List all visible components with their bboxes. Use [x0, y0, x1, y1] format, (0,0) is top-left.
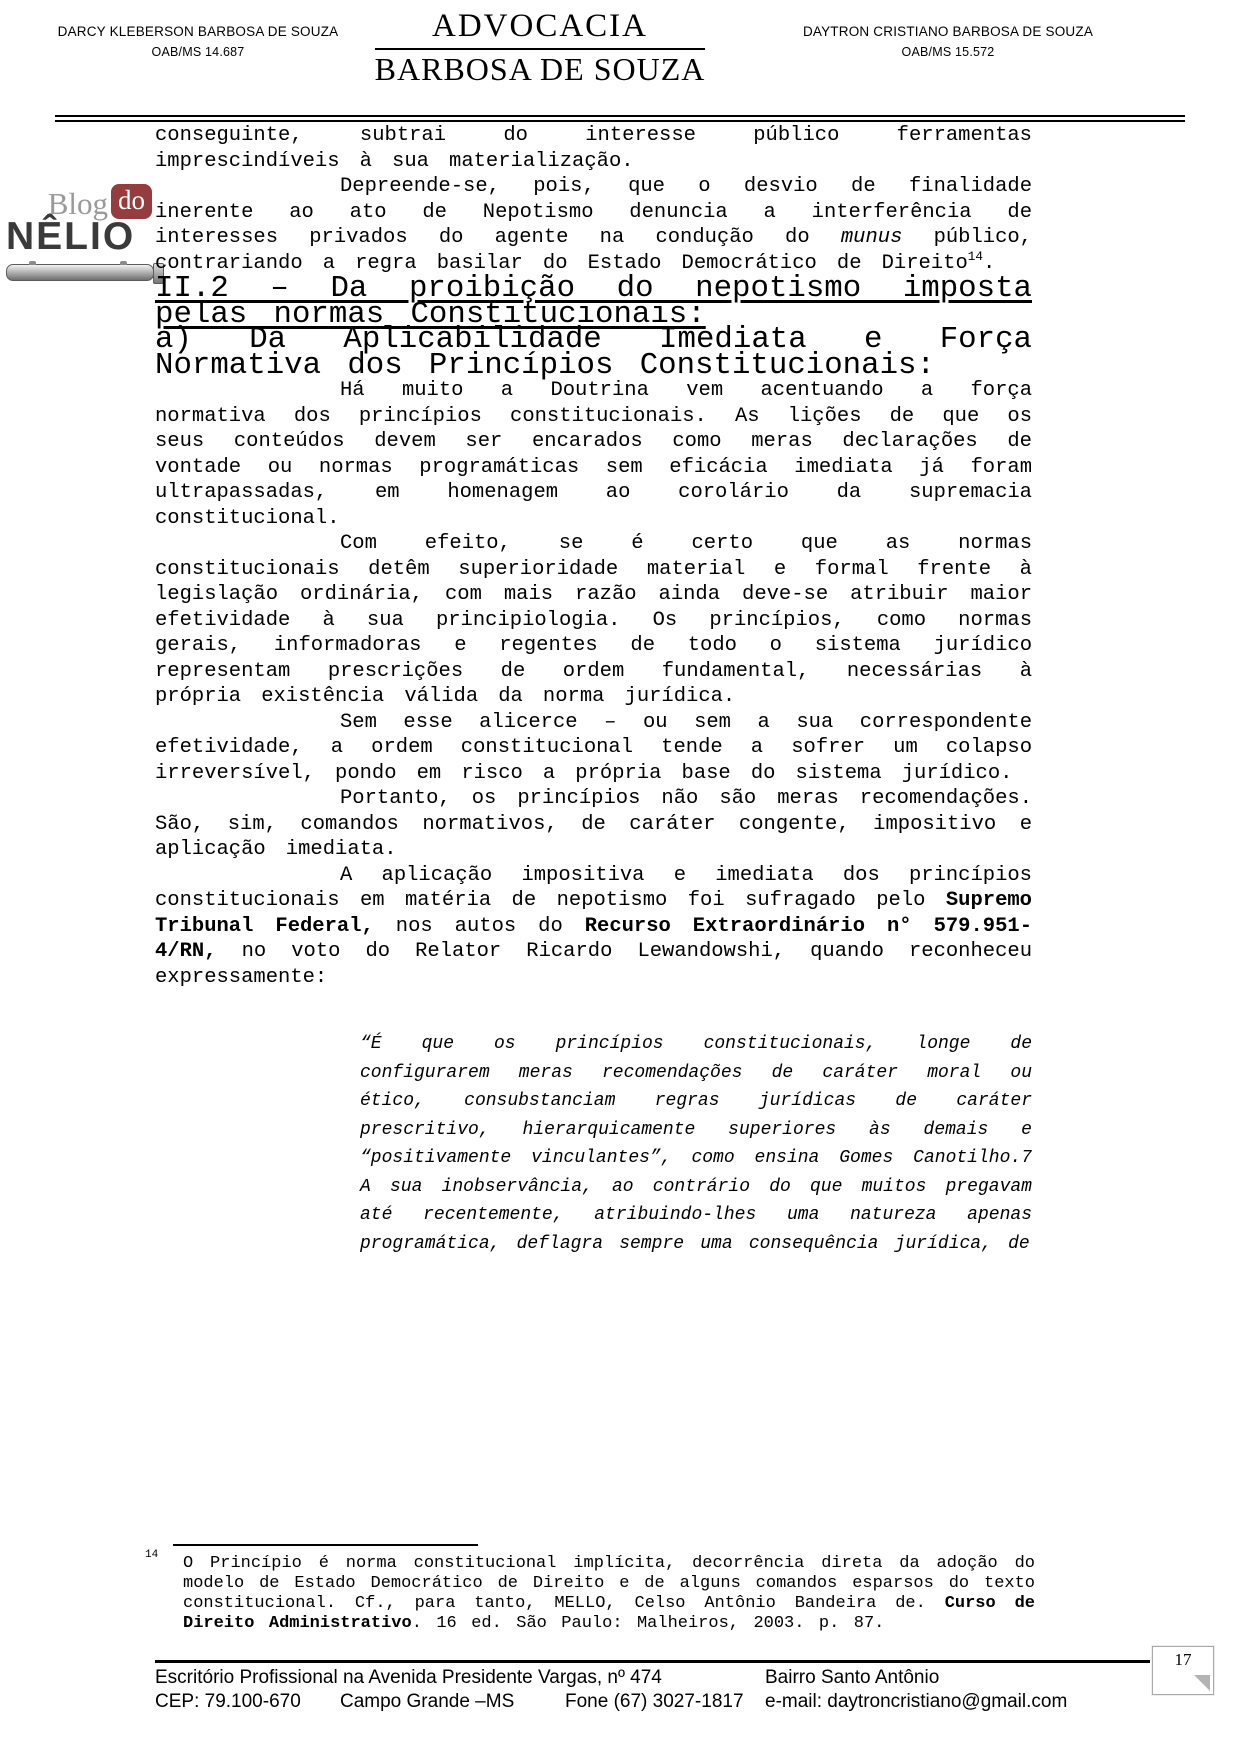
- footnote-text: . 16 ed. São Paulo: Malheiros, 2003. p. 87.: [411, 1614, 885, 1633]
- footnote-14: 14 O Princípio é norma constitucional implícita, decorrência direta da adoção do modelo de Estado Democrático de Direito e de alguns comandos esparsos do texto constitucional. Cf., para tanto, MELLO, Celso Antônio Bandeira de. Curso de Direito Administrativo. 16 ed. São Paulo: Malheiros, 2003. p. 87.: [145, 1549, 1035, 1633]
- blog-do-nelio-watermark: [6, 184, 166, 281]
- logo-do-badge: do: [111, 184, 152, 219]
- page-number: 17: [1174, 1650, 1192, 1669]
- paragraph-text: Depreende-se, pois, que o desvio de finalidade inerente ao ato de Nepotismo denuncia a interferência de interesses privados do agente na condução do: [155, 175, 1032, 249]
- stf-bold: Supremo Tribunal Federal,: [155, 889, 1032, 938]
- document-body: [155, 123, 1032, 1258]
- lawyer-right-oab: OAB/MS 15.572: [901, 45, 995, 59]
- paragraph-text: no voto do Relator Ricardo Lewandowshi, quando reconheceu expressamente:: [155, 940, 1032, 989]
- footnote-separator: [173, 1544, 478, 1546]
- paragraph-aplicacao-impositiva: [155, 863, 1032, 991]
- footer-district: Bairro Santo Antônio: [765, 1667, 940, 1688]
- footnote-ref-14: 14: [967, 248, 983, 264]
- paragraph-ha-muito: Há muito a Doutrina vem acentuando a força normativa dos princípios constitucionais. As lições de que os seus conteúdos devem ser encarados como meras declarações de vontade ou normas programáticas sem eficácia imediata já foram ultrapassadas, em homenagem ao corolário da supremacia constitucional.: [155, 379, 1032, 530]
- lawyer-right-name: DAYTRON CRISTIANO BARBOSA DE SOUZA: [802, 24, 1094, 39]
- paragraph-text: A aplicação impositiva e imediata dos princípios constitucionais em matéria de nepotismo foi sufragado pelo: [155, 863, 1032, 912]
- munus-italic: munus: [840, 226, 903, 249]
- paragraph-text: nos autos do: [373, 914, 585, 938]
- page-fold-icon: [1194, 1675, 1210, 1691]
- footer-grid: [155, 1663, 1150, 1714]
- lawyer-left-oab: OAB/MS 14.687: [151, 45, 245, 59]
- paragraph-depreende: [155, 174, 1032, 276]
- paragraph-portanto: Portanto, os princípios não são meras recomendações. São, sim, comandos normativos, de caráter congente, impositivo e aplicação imediata.: [155, 787, 1032, 861]
- footnote-text: O Princípio é norma constitucional implícita, decorrência direta da adoção do modelo de Estado Democrático de Direito e de alguns comandos esparsos do texto constitucional. Cf., para tanto, MELLO, Celso Antônio Bandeira de.: [183, 1554, 1035, 1613]
- lawyer-left-name: DARCY KLEBERSON BARBOSA DE SOUZA: [57, 24, 339, 39]
- paragraph-com-efeito: Com efeito, se é certo que as normas constitucionais detêm superioridade material e formal frente à legislação ordinária, com mais razão ainda deve-se atribuir maior efetividade à sua principiologia. Os princípios, como normas gerais, informadoras e regentes de todo o sistema jurídico representam prescrições de ordem fundamental, necessárias à própria existência válida da norma jurídica.: [155, 532, 1032, 708]
- recurso-bold: Recurso Extraordinário n° 579.951-4/RN,: [155, 914, 1032, 963]
- header-double-rule: [55, 115, 1185, 122]
- firm-name-title: BARBOSA DE SOUZA: [374, 51, 706, 87]
- footer-address: Escritório Profissional na Avenida Presidente Vargas, nº 474: [155, 1667, 662, 1688]
- logo-nelio-text: NÊLIO: [6, 215, 136, 258]
- blockquote-stf-vote: “É que os princípios constitucionais, longe de configurarem meras recomendações de caráter moral ou ético, consubstanciam regras jurídicas de caráter prescritivo, hierarquicamente superiores às demais e “positivamente vinculantes”, como ensina Gomes Canotilho.7 A sua inobservância, ao contrário do que muitos pregavam até recentemente, atribuindo-lhes uma natureza apenas programática, deflagra sempre uma consequência jurídica, de: [360, 1034, 1032, 1254]
- lawyer-left-block: [38, 22, 358, 62]
- paragraph-text: .: [983, 251, 996, 275]
- logo-blog-text: Blog: [47, 186, 108, 221]
- footer-city: Campo Grande –MS: [340, 1691, 515, 1712]
- page-footer: [155, 1660, 1150, 1714]
- logo-cylinder-icon: [6, 264, 154, 281]
- paragraph-sem-esse-alicerce: Sem esse alicerce – ou sem a sua correspondente efetividade, a ordem constitucional tende a sofrer um colapso irreversível, pondo em risco a própria base do sistema jurídico.: [155, 710, 1032, 785]
- firm-title-divider: [375, 48, 705, 50]
- subsection-heading-a: a) Da Aplicabilidade Imediata e Força Normativa dos Princípios Constitucionais:: [155, 322, 1032, 383]
- section-heading-ii2: II.2 – Da proibição do nepotismo imposta pelas normas Constitucionais:: [155, 271, 1032, 332]
- footnote-block: [145, 1544, 1037, 1634]
- footer-email: e-mail: daytroncristiano@gmail.com: [765, 1691, 1068, 1712]
- firm-title-block: [370, 8, 710, 88]
- logo-top-row: [6, 184, 166, 219]
- paragraph-text: público, contrariando a regra basilar do Estado Democrático de Direito: [155, 226, 1032, 275]
- footer-cep: CEP: 79.100-670: [155, 1691, 301, 1712]
- firm-type-title: ADVOCACIA: [432, 8, 648, 44]
- paragraph-continuation: conseguinte, subtrai do interesse público ferramentas imprescindíveis à sua materialização.: [155, 124, 1032, 173]
- page-number-badge: [1152, 1646, 1214, 1695]
- footnote-book-title: Curso de Direito Administrativo: [183, 1594, 1035, 1633]
- lawyer-right-block: [788, 22, 1108, 62]
- footer-phone: Fone (67) 3027-1817: [565, 1691, 744, 1712]
